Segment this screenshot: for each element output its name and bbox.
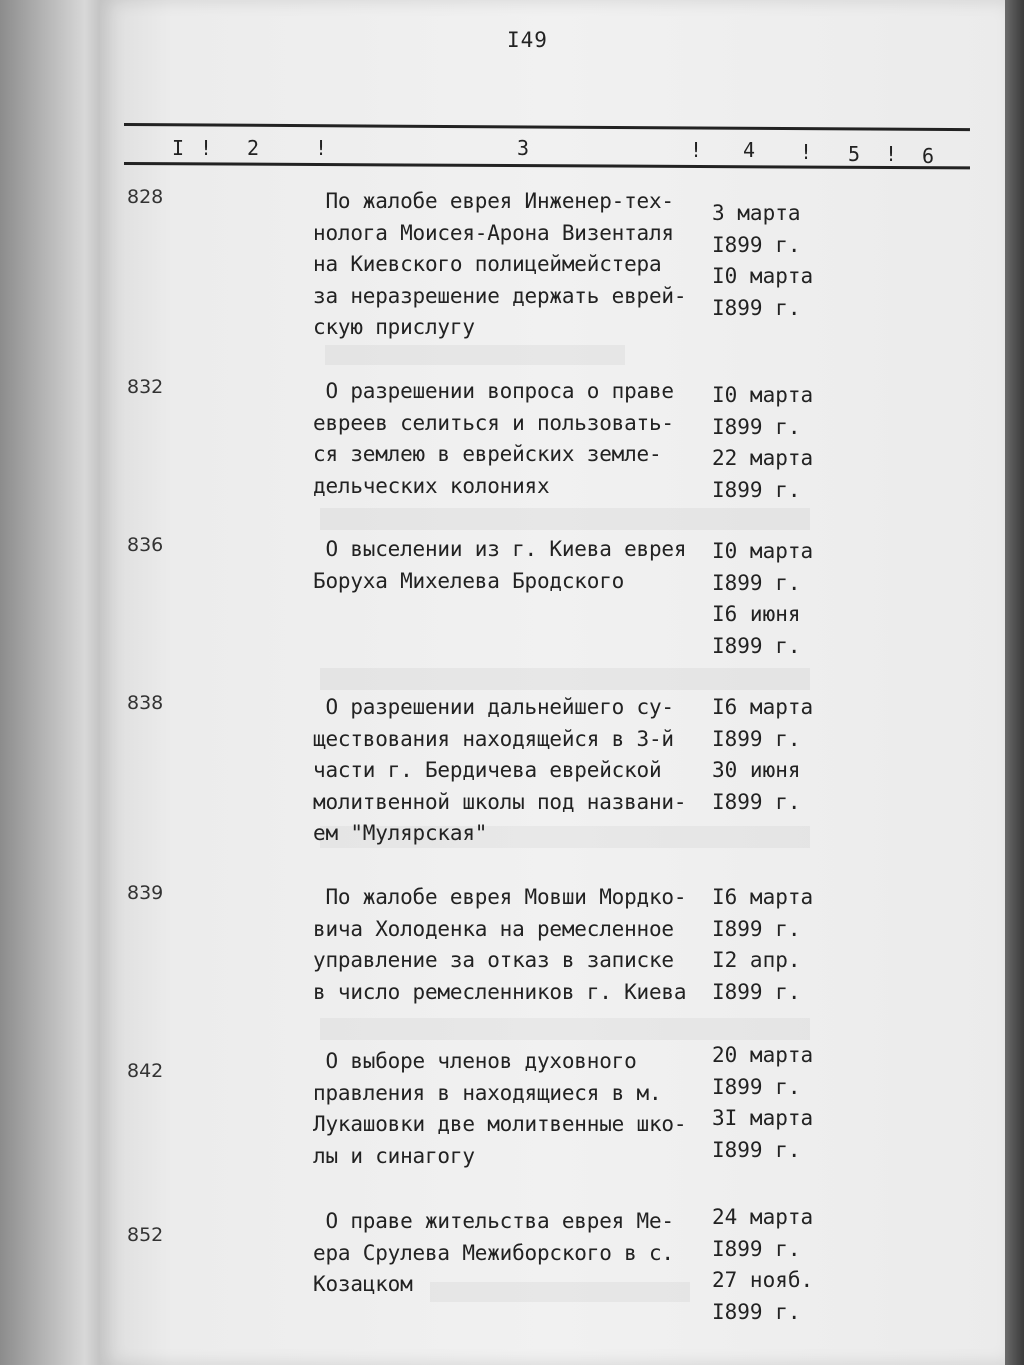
entry-dates: 20 марта I899 г. 3I марта I899 г. [712, 1043, 814, 1162]
header-separator: ! [200, 136, 213, 160]
entry-number: 832 [127, 376, 164, 398]
bleed-through-mark [320, 668, 810, 690]
header-col-4: 4 [743, 138, 756, 162]
header-separator: ! [690, 138, 703, 162]
page-number: I49 [507, 28, 548, 52]
entry-number: 828 [127, 186, 164, 208]
header-col-2: 2 [247, 136, 260, 160]
entry-description: О праве жительства еврея Ме- ера Срулева Межиборского в с. Козацком [313, 1209, 674, 1296]
header-separator: ! [800, 140, 813, 164]
entry-description: О разрешении вопроса о праве евреев селиться и пользовать- ся землею в еврейских земле- дельческих колониях [313, 379, 674, 498]
entry-description: О выселении из г. Киева еврея Боруха Михелева Бродского [313, 537, 687, 593]
entry-number: 838 [127, 692, 164, 714]
entry-number: 839 [127, 882, 164, 904]
entry-description: О выборе членов духовного правления в находящиеся в м. Лукашовки две молитвенные шко- лы и синагогу [313, 1049, 687, 1168]
entry-number: 842 [127, 1060, 164, 1082]
facing-page-edge [0, 0, 100, 1365]
header-col-3: 3 [517, 136, 530, 160]
entry-dates: I6 марта I899 г. I2 апр. I899 г. [712, 885, 814, 1004]
entry-dates: I0 марта I899 г. I6 июня I899 г. [712, 539, 814, 658]
header-col-1: I [172, 136, 185, 160]
entry-number: 852 [127, 1224, 164, 1246]
header-separator: ! [315, 136, 328, 160]
header-separator: ! [885, 142, 898, 166]
entry-dates: I0 марта I899 г. 22 марта I899 г. [712, 383, 814, 502]
page-shadow-edge [1005, 0, 1024, 1365]
bleed-through-mark [325, 345, 625, 365]
header-col-6: 6 [922, 144, 935, 168]
bleed-through-mark [320, 508, 810, 530]
entry-dates: 24 марта I899 г. 27 нояб. I899 г. [712, 1205, 814, 1324]
entry-dates: I6 марта I899 г. 30 июня I899 г. [712, 695, 814, 814]
entry-description: По жалобе еврея Мовши Мордко- вича Холоденка на ремесленное управление за отказ в записке в число ремесленников г. Киева [313, 885, 687, 1004]
entry-number: 836 [127, 534, 164, 556]
entry-description: О разрешении дальнейшего су- ществования находящейся в 3-й части г. Бердичева еврейской молитвенной школы под названи- ем "Мулярская" [313, 695, 687, 845]
entry-description: По жалобе еврея Инженер-тех- нолога Моисея-Арона Визенталя на Киевского полицеймейстера за неразрешение держать еврей- скую прислугу [313, 189, 687, 339]
header-col-5: 5 [848, 142, 861, 166]
entry-dates: 3 марта I899 г. I0 марта I899 г. [712, 201, 814, 320]
bleed-through-mark [320, 1018, 810, 1040]
